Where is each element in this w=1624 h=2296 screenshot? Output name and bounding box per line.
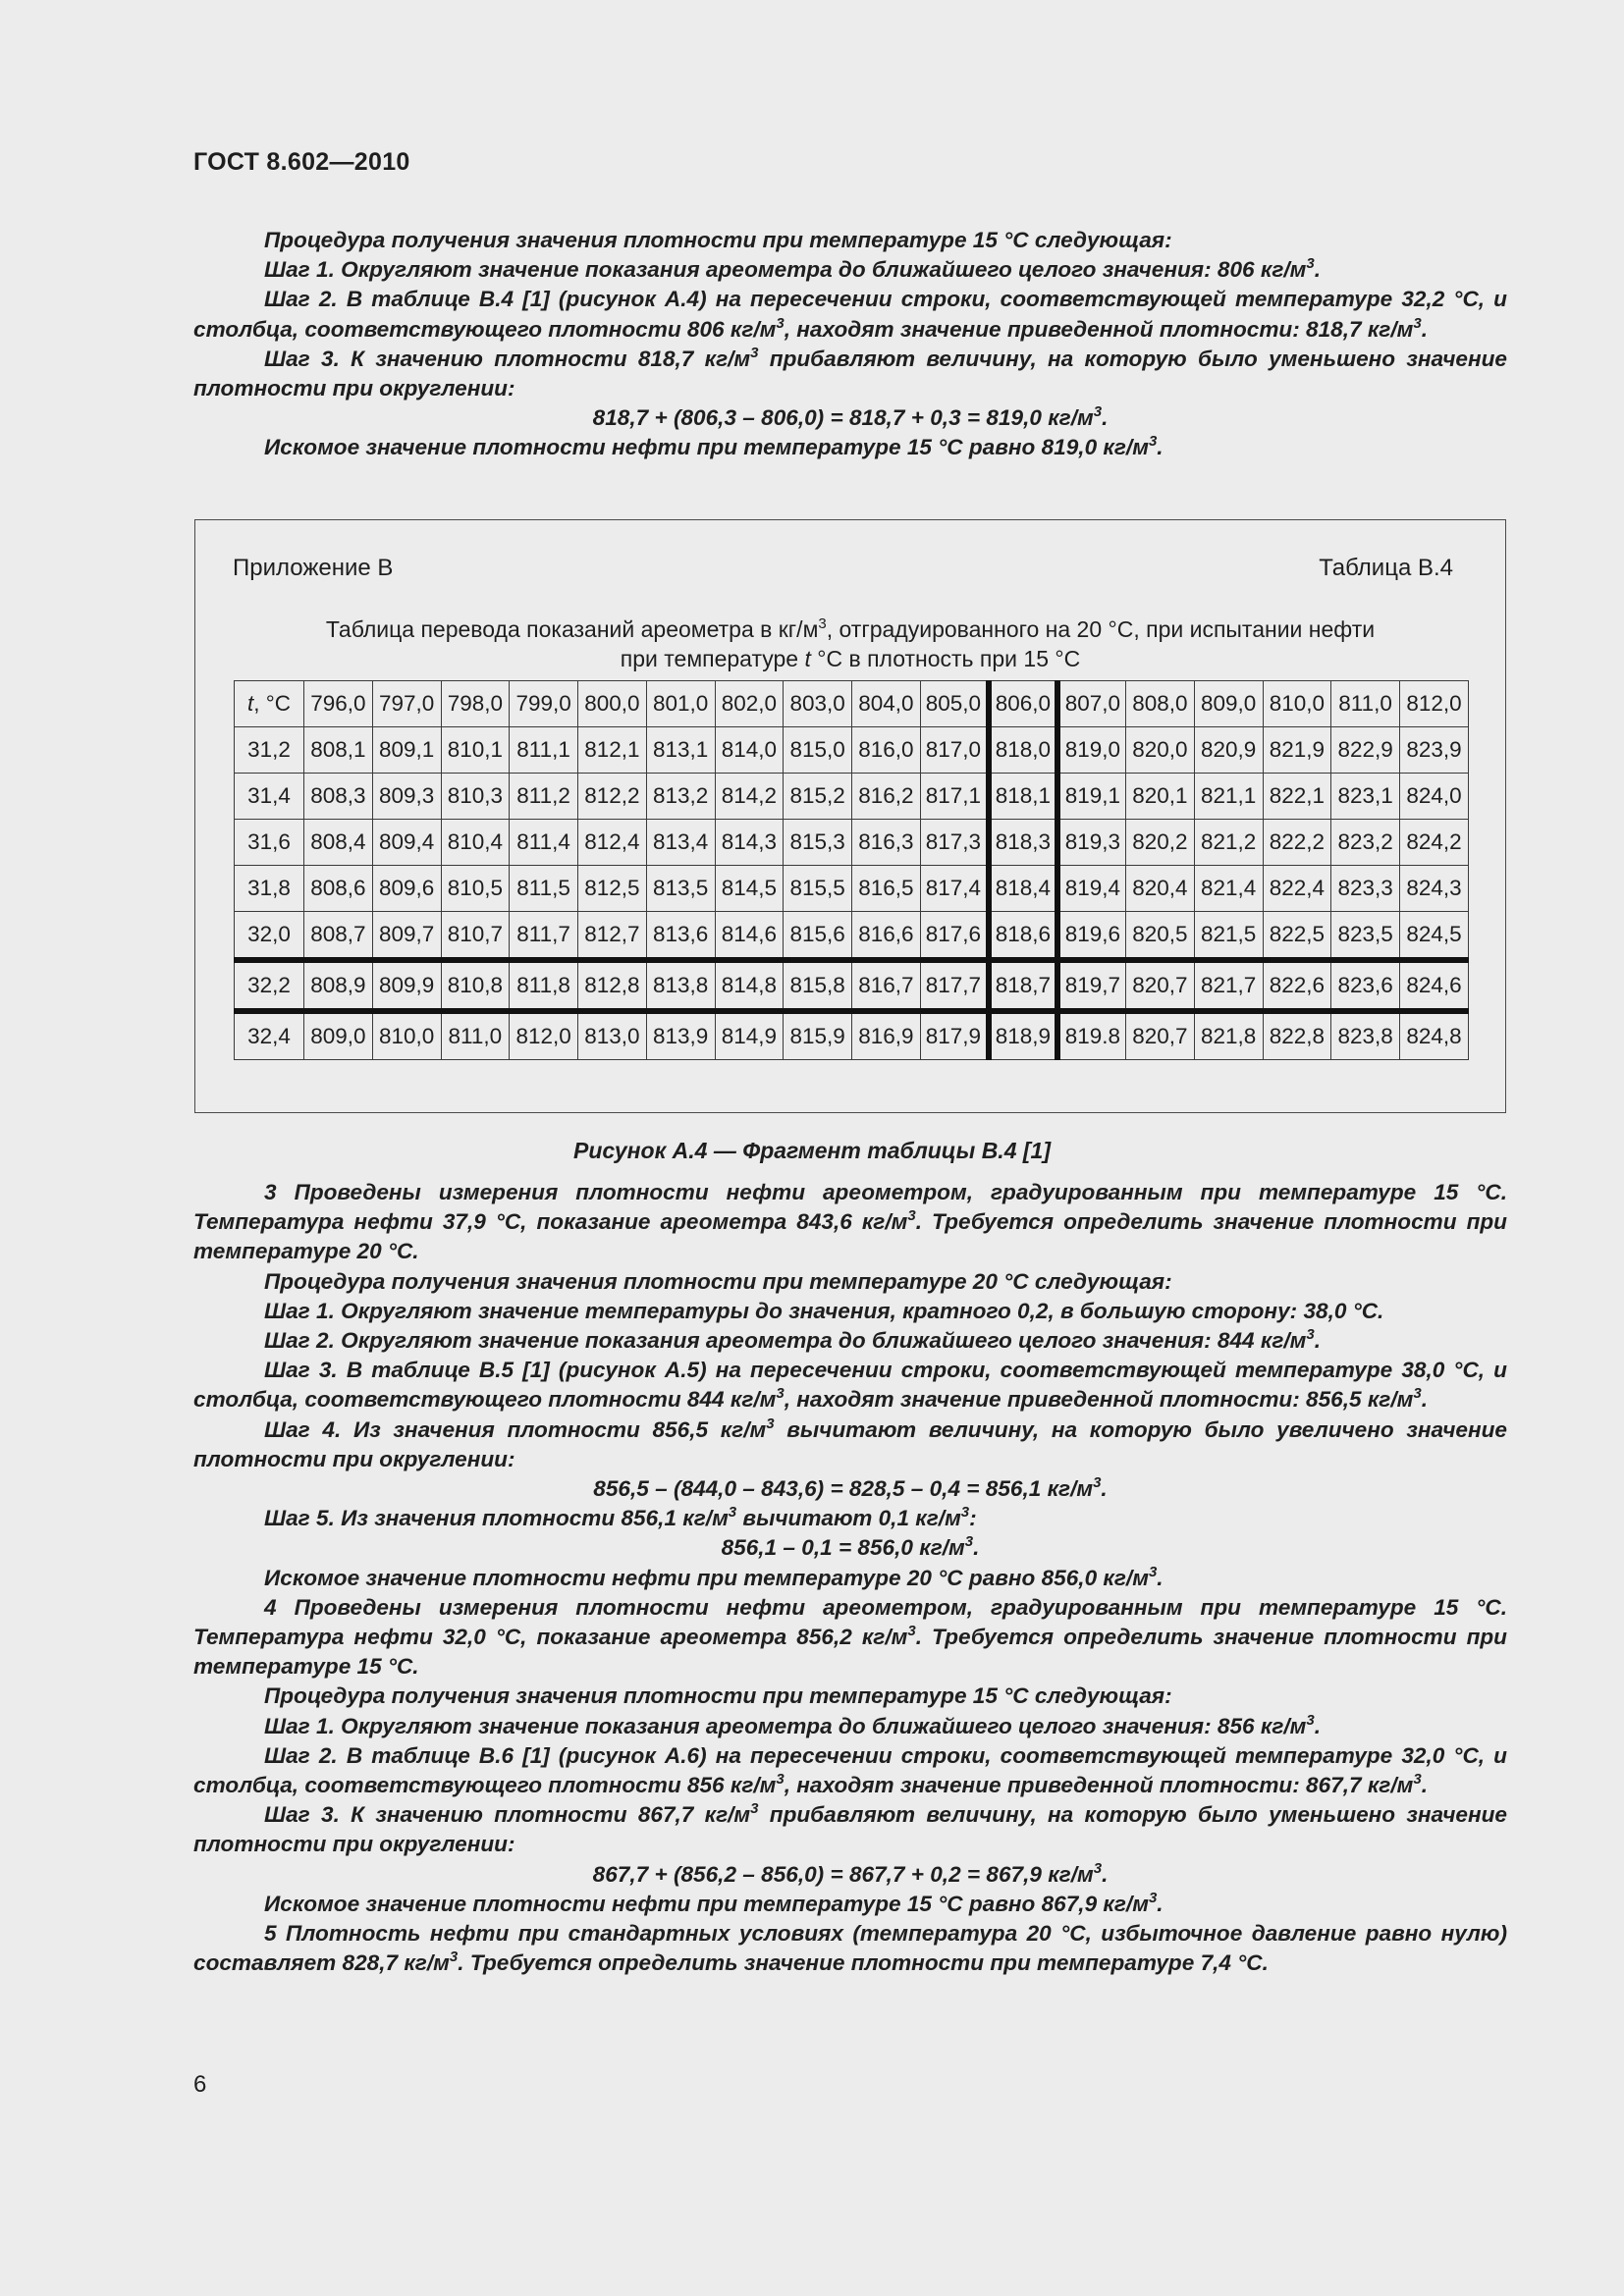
table-cell: 813,2 (646, 774, 715, 820)
paragraph (193, 255, 1507, 285)
table-cell: 816,5 (852, 866, 921, 912)
table-cell: 817,6 (920, 912, 989, 961)
text-run: . (1157, 435, 1164, 460)
table-row (235, 820, 1469, 866)
table-cell: 810,5 (441, 866, 510, 912)
table-cell: 815,5 (784, 866, 852, 912)
paragraph (193, 1504, 1507, 1533)
text-run: . (1421, 1773, 1428, 1798)
table-cell: 808,9 (304, 960, 373, 1011)
table-id-label: Таблица В.4 (1319, 555, 1453, 581)
density-table (234, 680, 1469, 1060)
table-cell: 815,6 (784, 912, 852, 961)
paragraph (193, 433, 1507, 462)
text-run: . (1102, 405, 1109, 431)
table-cell: 822,8 (1263, 1011, 1331, 1060)
table-row (235, 1011, 1469, 1060)
table-cell: 813,6 (646, 912, 715, 961)
table-caption (195, 614, 1505, 673)
table-cell: 809,6 (372, 866, 441, 912)
table-cell: 813,0 (578, 1011, 647, 1060)
table-cell: 820,5 (1126, 912, 1195, 961)
header-cell: 798,0 (441, 681, 510, 727)
table-cell: 821,5 (1194, 912, 1263, 961)
superscript: 3 (907, 1623, 916, 1640)
text-run: Шаг 1. Округляют значение показания ареометра до ближайшего целого значения: 856 кг/м (264, 1713, 1307, 1738)
text-run: 856,5 – (844,0 – 843,6) = 828,5 – 0,4 = 856,1 кг/м (593, 1476, 1094, 1502)
table-cell: 812,2 (578, 774, 647, 820)
paragraph (193, 1682, 1507, 1711)
table-cell: 820,9 (1194, 727, 1263, 774)
table-cell: 817,4 (920, 866, 989, 912)
table-cell: 815,2 (784, 774, 852, 820)
paragraph (193, 1860, 1507, 1890)
t-symbol: t (246, 691, 254, 716)
table-cell: 824,3 (1400, 866, 1469, 912)
table-cell: 813,5 (646, 866, 715, 912)
header-cell: 803,0 (784, 681, 852, 727)
text-run: . (1102, 1861, 1109, 1887)
paragraph (193, 1712, 1507, 1741)
header-cell: 811,0 (1331, 681, 1400, 727)
text-run: . (1314, 1328, 1322, 1354)
paragraph (193, 1326, 1507, 1356)
text-run: 818,7 + (806,3 – 806,0) = 818,7 + 0,3 = 819,0 кг/м (592, 405, 1094, 431)
row-temperature-cell: 31,8 (235, 866, 304, 912)
superscript: 3 (728, 1504, 737, 1522)
text-run: Шаг 5. Из значения плотности 856,1 кг/м (264, 1506, 729, 1531)
text-run: . (1421, 316, 1428, 342)
superscript: 3 (1306, 1711, 1315, 1729)
text-run: . (1314, 257, 1322, 283)
table-cell: 813,1 (646, 727, 715, 774)
table-cell: 817,3 (920, 820, 989, 866)
header-cell: 802,0 (715, 681, 784, 727)
table-cell: 822,2 (1263, 820, 1331, 866)
paragraph (193, 1800, 1507, 1859)
text-run: . (973, 1535, 980, 1561)
table-cell: 812,8 (578, 960, 647, 1011)
table-cell: 810,7 (441, 912, 510, 961)
table-cell: 821,1 (1194, 774, 1263, 820)
header-cell: 805,0 (920, 681, 989, 727)
text-run: , находят значение приведенной плотности: 856,5 кг/м (784, 1387, 1414, 1413)
table-cell: 818,6 (989, 912, 1057, 961)
header-cell: 807,0 (1057, 681, 1126, 727)
paragraph (193, 1890, 1507, 1919)
superscript: 3 (1413, 314, 1422, 332)
text-run: . (1157, 1891, 1164, 1916)
text-run: Шаг 4. Из значения плотности 856,5 кг/м (264, 1416, 767, 1442)
text-run: : (969, 1506, 977, 1531)
header-cell: 809,0 (1194, 681, 1263, 727)
table-cell: 814,0 (715, 727, 784, 774)
superscript: 3 (1148, 1563, 1158, 1580)
table-cell: 821,4 (1194, 866, 1263, 912)
table-cell: 820,7 (1126, 1011, 1195, 1060)
text-run: Шаг 1. Округляют значение показания ареометра до ближайшего целого значения: 806 кг/м (264, 257, 1307, 283)
table-cell: 812,5 (578, 866, 647, 912)
superscript: 3 (750, 344, 759, 361)
text-run: 5 Плотность нефти при стандартных условиях (температура 20 °С, избыточное давление равно нулю) составляет 828,7 кг/м (193, 1921, 1507, 1976)
table-cell: 814,8 (715, 960, 784, 1011)
paragraph (193, 403, 1507, 433)
text-run: . Требуется определить значение плотности при температуре 7,4 °С. (458, 1950, 1269, 1976)
table-cell: 823,6 (1331, 960, 1400, 1011)
table-cell: 814,3 (715, 820, 784, 866)
table-cell: 814,6 (715, 912, 784, 961)
header-cell: 801,0 (646, 681, 715, 727)
bottom-text-block (193, 1178, 1507, 1978)
table-cell: 818,9 (989, 1011, 1057, 1060)
text-run: Искомое значение плотности нефти при температуре 15 °С равно 867,9 кг/м (264, 1891, 1149, 1916)
superscript: 3 (776, 1385, 785, 1403)
table-cell: 820,7 (1126, 960, 1195, 1011)
paragraph (193, 1564, 1507, 1593)
table-cell: 821,8 (1194, 1011, 1263, 1060)
header-cell: 799,0 (510, 681, 578, 727)
text-run: 867,7 + (856,2 – 856,0) = 867,7 + 0,2 = 867,9 кг/м (592, 1861, 1094, 1887)
top-text-block (193, 226, 1507, 463)
table-cell: 811,5 (510, 866, 578, 912)
paragraph (193, 1593, 1507, 1682)
text-run: . Требуется определить значение плотности при температуре 15 °С. (193, 1625, 1507, 1680)
caption-sup: 3 (818, 615, 827, 632)
table-cell: 819.8 (1057, 1011, 1126, 1060)
table-cell: 811,4 (510, 820, 578, 866)
text-run: Шаг 3. К значению плотности 867,7 кг/м (264, 1802, 751, 1828)
text-run: . (1314, 1713, 1322, 1738)
table-cell: 810,1 (441, 727, 510, 774)
header-cell: 806,0 (989, 681, 1057, 727)
table-row (235, 727, 1469, 774)
table-cell: 824,0 (1400, 774, 1469, 820)
paragraph (193, 1297, 1507, 1326)
table-row (235, 912, 1469, 961)
paragraph (193, 1533, 1507, 1563)
table-cell: 824,6 (1400, 960, 1469, 1011)
superscript: 3 (750, 1800, 759, 1818)
table-cell: 816,0 (852, 727, 921, 774)
superscript: 3 (1413, 1771, 1422, 1789)
table-cell: 820,0 (1126, 727, 1195, 774)
header-cell: 804,0 (852, 681, 921, 727)
table-cell: 816,7 (852, 960, 921, 1011)
header-cell: 812,0 (1400, 681, 1469, 727)
table-cell: 814,9 (715, 1011, 784, 1060)
superscript: 3 (1413, 1385, 1422, 1403)
text-run: прибавляют величину, на которую было уменьшено значение плотности при округлении: (193, 1802, 1507, 1857)
text-run: вычитают величину, на которую было увеличено значение плотности при округлении: (193, 1416, 1507, 1471)
table-cell: 809,7 (372, 912, 441, 961)
table-cell: 811,7 (510, 912, 578, 961)
paragraph (193, 1919, 1507, 1978)
table-cell: 819,1 (1057, 774, 1126, 820)
table-cell: 815,9 (784, 1011, 852, 1060)
row-temperature-cell: 32,0 (235, 912, 304, 961)
table-cell: 808,3 (304, 774, 373, 820)
row-temperature-cell: 32,4 (235, 1011, 304, 1060)
row-temperature-cell: 32,2 (235, 960, 304, 1011)
header-cell-temperature (235, 681, 304, 727)
table-row (235, 866, 1469, 912)
unit-label: , °С (253, 691, 291, 716)
figure-title: Рисунок А.4 — Фрагмент таблицы В.4 [1] (573, 1138, 1051, 1163)
text-run: 3 Проведены измерения плотности нефти ареометром, градуированным при температуре 15 °С. Температура нефти 37,9 °С, показание ареометра 843,6 кг/м (193, 1180, 1507, 1235)
table-cell: 814,5 (715, 866, 784, 912)
caption-text: , отградуированного на 20 °С, при испытании нефти (826, 616, 1376, 642)
table-cell: 812,1 (578, 727, 647, 774)
page-number: 6 (193, 2071, 207, 2098)
text-run: , находят значение приведенной плотности: 818,7 кг/м (784, 316, 1414, 342)
text-run: Искомое значение плотности нефти при температуре 20 °С равно 856,0 кг/м (264, 1565, 1149, 1590)
table-cell: 819,7 (1057, 960, 1126, 1011)
paragraph (193, 226, 1507, 255)
paragraph (193, 1474, 1507, 1504)
table-cell: 809,3 (372, 774, 441, 820)
row-temperature-cell: 31,2 (235, 727, 304, 774)
paragraph (193, 1178, 1507, 1267)
table-cell: 818,4 (989, 866, 1057, 912)
table-cell: 815,3 (784, 820, 852, 866)
table-cell: 811,2 (510, 774, 578, 820)
text-run: Процедура получения значения плотности при температуре 15 °С следующая: (264, 228, 1172, 252)
table-cell: 809,0 (304, 1011, 373, 1060)
header-cell: 808,0 (1126, 681, 1195, 727)
table-cell: 811,1 (510, 727, 578, 774)
superscript: 3 (1148, 1889, 1158, 1906)
table-cell: 821,7 (1194, 960, 1263, 1011)
table-cell: 815,8 (784, 960, 852, 1011)
caption-text: °С в плотность при 15 °С (810, 646, 1081, 671)
superscript: 3 (776, 1771, 785, 1789)
row-temperature-cell: 31,6 (235, 820, 304, 866)
table-row (235, 960, 1469, 1011)
paragraph (193, 1356, 1507, 1415)
table-cell: 821,9 (1263, 727, 1331, 774)
table-cell: 820,1 (1126, 774, 1195, 820)
table-cell: 809,9 (372, 960, 441, 1011)
table-cell: 814,2 (715, 774, 784, 820)
text-run: Процедура получения значения плотности при температуре 15 °С следующая: (264, 1683, 1172, 1709)
header-cell: 800,0 (578, 681, 647, 727)
table-cell: 819,3 (1057, 820, 1126, 866)
table-cell: 820,2 (1126, 820, 1195, 866)
text-run: Шаг 2. В таблице В.6 [1] (рисунок А.6) на пересечении строки, соответствующей температуре 32,0 °С, и столбца, соответствующего плотности 856 кг/м (193, 1742, 1507, 1798)
table-cell: 822,6 (1263, 960, 1331, 1011)
header-cell: 797,0 (372, 681, 441, 727)
table-cell: 808,4 (304, 820, 373, 866)
table-cell: 808,6 (304, 866, 373, 912)
table-cell: 823,3 (1331, 866, 1400, 912)
table-cell: 822,4 (1263, 866, 1331, 912)
table-cell: 818,3 (989, 820, 1057, 866)
table-cell: 823,9 (1400, 727, 1469, 774)
paragraph (193, 1741, 1507, 1800)
table-cell: 822,1 (1263, 774, 1331, 820)
table-cell: 820,4 (1126, 866, 1195, 912)
table-cell: 812,4 (578, 820, 647, 866)
header-cell: 796,0 (304, 681, 373, 727)
superscript: 3 (1148, 433, 1158, 451)
caption-text: при температуре (620, 646, 805, 671)
superscript: 3 (766, 1415, 775, 1432)
superscript: 3 (960, 1504, 970, 1522)
table-cell: 816,3 (852, 820, 921, 866)
text-run: Процедура получения значения плотности при температуре 20 °С следующая: (264, 1268, 1172, 1294)
superscript: 3 (907, 1207, 916, 1225)
text-run: Шаг 2. Округляют значение показания ареометра до ближайшего целого значения: 844 кг/м (264, 1328, 1307, 1354)
superscript: 3 (449, 1949, 459, 1966)
paragraph (193, 285, 1507, 344)
table-cell: 810,3 (441, 774, 510, 820)
table-cell: 824,8 (1400, 1011, 1469, 1060)
table-cell: 819,6 (1057, 912, 1126, 961)
table-cell: 822,9 (1331, 727, 1400, 774)
table-cell: 809,1 (372, 727, 441, 774)
table-cell: 823,5 (1331, 912, 1400, 961)
text-run: 856,1 – 0,1 = 856,0 кг/м (721, 1535, 965, 1561)
text-run: . (1421, 1387, 1428, 1413)
text-run: Шаг 1. Округляют значение температуры до значения, кратного 0,2, в большую сторону: 38,0 °С. (264, 1298, 1384, 1323)
table-cell: 816,6 (852, 912, 921, 961)
table-cell: 815,0 (784, 727, 852, 774)
text-run: . (1101, 1476, 1108, 1502)
table-cell: 823,1 (1331, 774, 1400, 820)
table-cell: 821,2 (1194, 820, 1263, 866)
table-cell: 823,8 (1331, 1011, 1400, 1060)
table-cell: 809,4 (372, 820, 441, 866)
table-cell: 823,2 (1331, 820, 1400, 866)
text-run: Шаг 3. В таблице В.5 [1] (рисунок А.5) на пересечении строки, соответствующей температуре 38,0 °С, и столбца, соответствующего плотности 844 кг/м (193, 1358, 1507, 1413)
row-temperature-cell: 31,4 (235, 774, 304, 820)
table-cell: 816,9 (852, 1011, 921, 1060)
table-cell: 811,8 (510, 960, 578, 1011)
table-cell: 813,8 (646, 960, 715, 1011)
table-cell: 810,0 (372, 1011, 441, 1060)
text-run: Искомое значение плотности нефти при температуре 15 °С равно 819,0 кг/м (264, 435, 1149, 460)
table-cell: 824,2 (1400, 820, 1469, 866)
text-run: . Требуется определить значение плотности при температуре 20 °С. (193, 1209, 1507, 1264)
table-cell: 810,8 (441, 960, 510, 1011)
superscript: 3 (1306, 1326, 1315, 1344)
table-cell: 819,0 (1057, 727, 1126, 774)
header-cell: 810,0 (1263, 681, 1331, 727)
table-header-row (235, 681, 1469, 727)
paragraph (193, 1267, 1507, 1297)
superscript: 3 (1306, 255, 1315, 273)
superscript: 3 (964, 1533, 974, 1551)
superscript: 3 (1093, 1474, 1102, 1492)
appendix-label: Приложение В (233, 555, 394, 581)
text-run: вычитают 0,1 кг/м (736, 1506, 961, 1531)
text-run: 4 Проведены измерения плотности нефти ареометром, градуированным при температуре 15 °С. Температура нефти 32,0 °С, показание ареометра 856,2 кг/м (193, 1594, 1507, 1650)
text-run: прибавляют величину, на которую было уменьшено значение плотности при округлении: (193, 346, 1507, 401)
table-cell: 812,0 (510, 1011, 578, 1060)
table-cell: 816,2 (852, 774, 921, 820)
table-cell: 808,7 (304, 912, 373, 961)
table-cell: 813,4 (646, 820, 715, 866)
table-cell: 817,9 (920, 1011, 989, 1060)
table-cell: 818,0 (989, 727, 1057, 774)
table-cell: 818,7 (989, 960, 1057, 1011)
superscript: 3 (776, 314, 785, 332)
paragraph (193, 1415, 1507, 1474)
table-cell: 818,1 (989, 774, 1057, 820)
text-run: Шаг 3. К значению плотности 818,7 кг/м (264, 346, 751, 371)
table-cell: 808,1 (304, 727, 373, 774)
superscript: 3 (1093, 1859, 1103, 1877)
table-cell: 819,4 (1057, 866, 1126, 912)
figure-table-b4 (194, 519, 1506, 1113)
table-cell: 822,5 (1263, 912, 1331, 961)
paragraph (193, 345, 1507, 403)
superscript: 3 (1093, 403, 1103, 421)
table-cell: 824,5 (1400, 912, 1469, 961)
table-cell: 817,7 (920, 960, 989, 1011)
text-run: , находят значение приведенной плотности: 867,7 кг/м (784, 1773, 1414, 1798)
table-cell: 810,4 (441, 820, 510, 866)
document-header: ГОСТ 8.602—2010 (193, 148, 410, 176)
table-row (235, 774, 1469, 820)
caption-text: Таблица перевода показаний ареометра в кг/м (325, 616, 819, 642)
text-run: Шаг 2. В таблице В.4 [1] (рисунок А.4) на пересечении строки, соответствующей температуре 32,2 °С, и столбца, соответствующего плотности 806 кг/м (193, 287, 1507, 342)
table-cell: 817,0 (920, 727, 989, 774)
table-cell: 812,7 (578, 912, 647, 961)
table-cell: 811,0 (441, 1011, 510, 1060)
table-cell: 813,9 (646, 1011, 715, 1060)
caption-t-symbol: t (804, 646, 811, 671)
text-run: . (1157, 1565, 1164, 1590)
table-cell: 817,1 (920, 774, 989, 820)
